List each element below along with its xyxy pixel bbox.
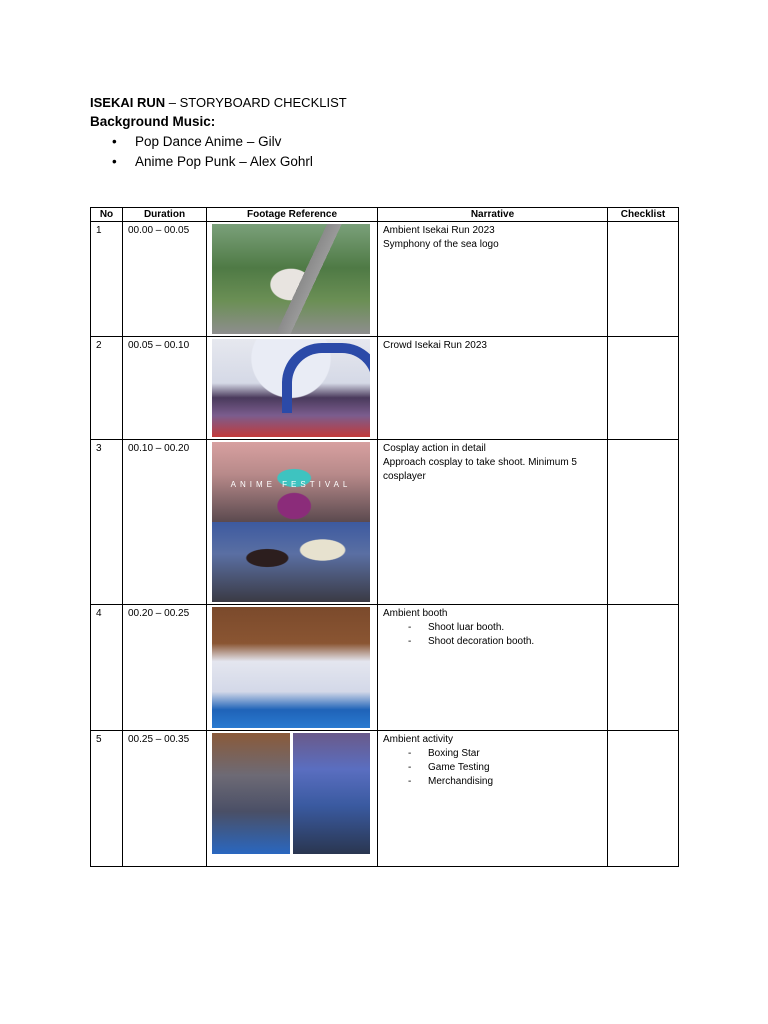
- music-list: [90, 132, 347, 172]
- table-row: [91, 337, 679, 440]
- table-row: [91, 222, 679, 337]
- list-item: - Shoot decoration booth.: [383, 635, 602, 649]
- storyboard-table: [90, 207, 679, 867]
- footage-cell: [207, 222, 378, 337]
- checklist-cell[interactable]: [608, 440, 679, 605]
- list-item: - Boxing Star: [383, 747, 602, 761]
- narrative-cell: [378, 440, 608, 605]
- footage-photo: [212, 733, 370, 854]
- narrative-list: [383, 621, 602, 649]
- title-rest: – STORYBOARD CHECKLIST: [165, 95, 347, 110]
- col-header-narrative: Narrative: [378, 208, 608, 222]
- checklist-cell[interactable]: [608, 222, 679, 337]
- checklist-cell[interactable]: [608, 605, 679, 731]
- col-header-checklist: Checklist: [608, 208, 679, 222]
- footage-cell: [207, 337, 378, 440]
- footage-photo-right: [293, 733, 371, 854]
- col-header-duration: Duration: [123, 208, 207, 222]
- narrative-cell: [378, 337, 608, 440]
- col-header-no: No: [91, 208, 123, 222]
- narrative-line: Cosplay action in detail: [383, 443, 486, 454]
- footage-cell: [207, 440, 378, 605]
- footage-photo: [212, 522, 370, 602]
- row-no: 4: [91, 605, 123, 731]
- finish-arch: [282, 343, 370, 413]
- checklist-cell[interactable]: [608, 731, 679, 867]
- footage-photo-left: [212, 733, 290, 854]
- checklist-cell[interactable]: [608, 337, 679, 440]
- footage-photo: [212, 224, 370, 334]
- table-row: [91, 605, 679, 731]
- row-no: 1: [91, 222, 123, 337]
- document-header: [90, 94, 347, 172]
- col-header-footage: Footage Reference: [207, 208, 378, 222]
- festival-ribbon: ANIME FESTIVAL: [230, 480, 352, 489]
- narrative-line: Ambient booth: [383, 608, 448, 619]
- footage-photo: [212, 442, 370, 522]
- narrative-line: Approach cosplay to take shoot. Minimum 5 cosplayer: [383, 457, 577, 482]
- row-duration: 00.10 – 00.20: [123, 440, 207, 605]
- narrative-list: [383, 747, 602, 789]
- table-header-row: [91, 208, 679, 222]
- table-row: [91, 731, 679, 867]
- row-duration: 00.00 – 00.05: [123, 222, 207, 337]
- row-no: 5: [91, 731, 123, 867]
- narrative-cell: [378, 731, 608, 867]
- narrative-line: Ambient Isekai Run 2023: [383, 225, 495, 236]
- row-duration: 00.05 – 00.10: [123, 337, 207, 440]
- narrative-cell: [378, 605, 608, 731]
- document-title: [90, 94, 347, 112]
- footage-photo: [212, 339, 370, 437]
- table-row: [91, 440, 679, 605]
- narrative-line: Ambient activity: [383, 734, 454, 745]
- row-no: 2: [91, 337, 123, 440]
- narrative-line: Crowd Isekai Run 2023: [383, 340, 487, 351]
- list-item: - Game Testing: [383, 761, 602, 775]
- footage-photo: [212, 607, 370, 728]
- narrative-cell: [378, 222, 608, 337]
- row-duration: 00.25 – 00.35: [123, 731, 207, 867]
- row-duration: 00.20 – 00.25: [123, 605, 207, 731]
- title-bold: ISEKAI RUN: [90, 95, 166, 110]
- music-item: • Pop Dance Anime – Gilv: [90, 132, 347, 152]
- narrative-line: Symphony of the sea logo: [383, 239, 499, 250]
- list-item: - Merchandising: [383, 775, 602, 789]
- footage-cell: [207, 605, 378, 731]
- list-item: - Shoot luar booth.: [383, 621, 602, 635]
- footage-cell: [207, 731, 378, 867]
- music-item: • Anime Pop Punk – Alex Gohrl: [90, 152, 347, 172]
- music-heading: Background Music:: [90, 114, 216, 129]
- row-no: 3: [91, 440, 123, 605]
